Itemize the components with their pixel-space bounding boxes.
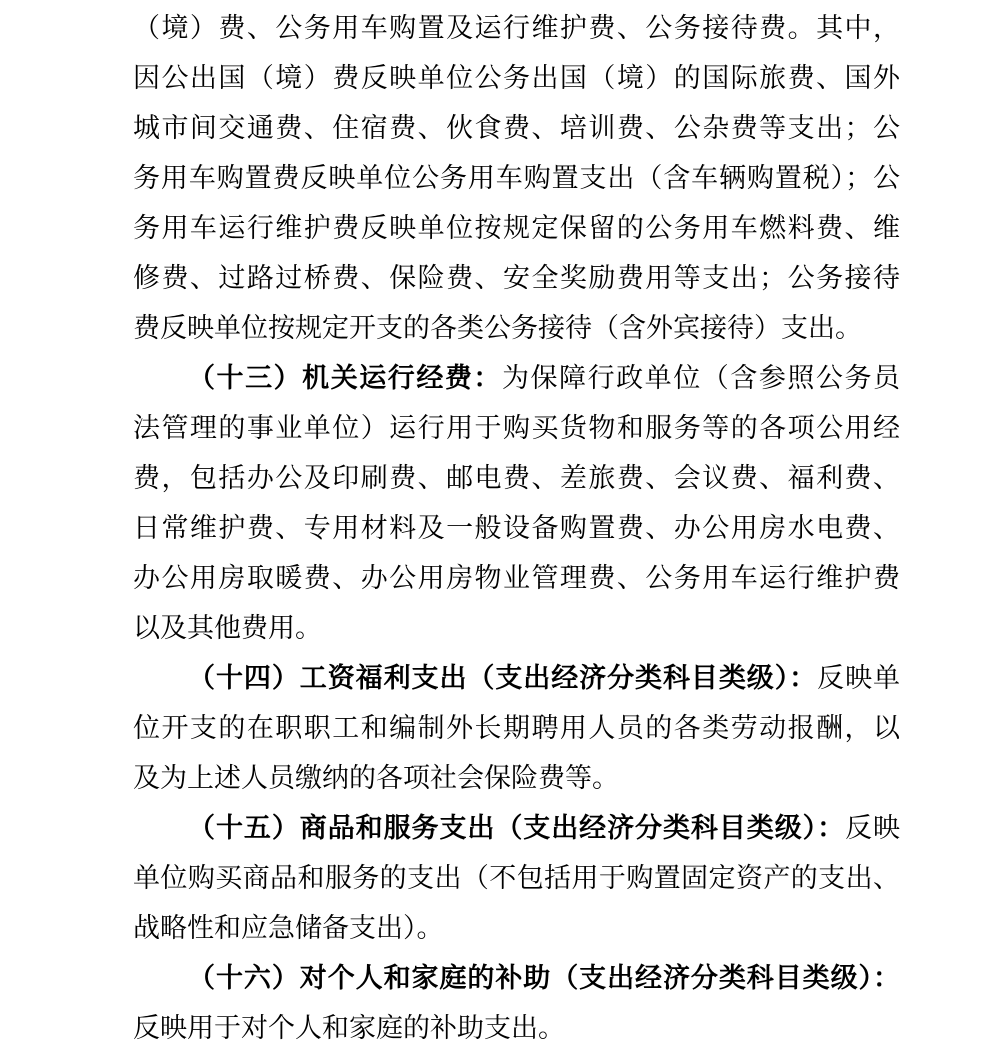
text-line — [133, 453, 900, 503]
text-line — [133, 603, 900, 653]
body-text: 反映用于对个人和家庭的补助支出。 — [133, 1013, 565, 1043]
body-text: 因公出国（境）费反映单位公务出国（境）的国际旅费、国外 — [133, 63, 900, 93]
body-text: 务用车运行维护费反映单位按规定保留的公务用车燃料费、维 — [133, 213, 900, 243]
body-text: 修费、过路过桥费、保险费、安全奖励费用等支出；公务接待 — [133, 263, 900, 293]
body-text: 办公用房取暖费、办公用房物业管理费、公务用车运行维护费 — [133, 563, 900, 593]
body-text: 法管理的事业单位）运行用于购买货物和服务等的各项公用经 — [133, 413, 900, 443]
text-line — [133, 403, 900, 453]
text-line — [133, 503, 900, 553]
body-text: 费反映单位按规定开支的各类公务接待（含外宾接待）支出。 — [133, 313, 862, 343]
text-line — [133, 203, 900, 253]
text-line — [133, 653, 900, 703]
text-line — [133, 953, 900, 1003]
body-text: 及为上述人员缴纳的各项社会保险费等。 — [133, 763, 619, 793]
body-text: 费，包括办公及印刷费、邮电费、差旅费、会议费、福利费、 — [133, 463, 900, 493]
body-text: （境）费、公务用车购置及运行维护费、公务接待费。其中， — [133, 13, 900, 43]
clause-heading: （十五）商品和服务支出（支出经济分类科目类级）： — [188, 813, 846, 843]
text-line — [133, 53, 900, 103]
text-line — [133, 803, 900, 853]
text-line — [133, 553, 900, 603]
clause-heading: （十三）机关运行经费： — [188, 363, 502, 393]
clause-heading: （十四）工资福利支出（支出经济分类科目类级）： — [188, 663, 818, 693]
body-text: 反映单 — [817, 663, 901, 693]
text-line — [133, 1003, 900, 1053]
body-text: 以及其他费用。 — [133, 613, 322, 643]
body-text: 战略性和应急储备支出）。 — [133, 913, 444, 943]
text-line — [133, 153, 900, 203]
text-line — [133, 853, 900, 903]
text-line — [133, 103, 900, 153]
text-line — [133, 753, 900, 803]
body-text: 反映 — [845, 813, 901, 843]
text-line — [133, 303, 900, 353]
body-text: 务用车购置费反映单位公务用车购置支出（含车辆购置税）；公 — [133, 163, 900, 193]
text-line — [133, 353, 900, 403]
body-text: 位开支的在职职工和编制外长期聘用人员的各类劳动报酬，以 — [133, 713, 900, 743]
body-text: 城市间交通费、住宿费、伙食费、培训费、公杂费等支出；公 — [133, 113, 900, 143]
clause-heading: （十六）对个人和家庭的补助（支出经济分类科目类级）： — [188, 963, 900, 993]
text-line — [133, 253, 900, 303]
document-body — [133, 3, 900, 1053]
body-text: 为保障行政单位（含参照公务员 — [501, 363, 901, 393]
text-line — [133, 703, 900, 753]
body-text: 单位购买商品和服务的支出（不包括用于购置固定资产的支出、 — [133, 863, 900, 893]
body-text: 日常维护费、专用材料及一般设备购置费、办公用房水电费、 — [133, 513, 900, 543]
text-line — [133, 3, 900, 53]
text-line — [133, 903, 900, 953]
